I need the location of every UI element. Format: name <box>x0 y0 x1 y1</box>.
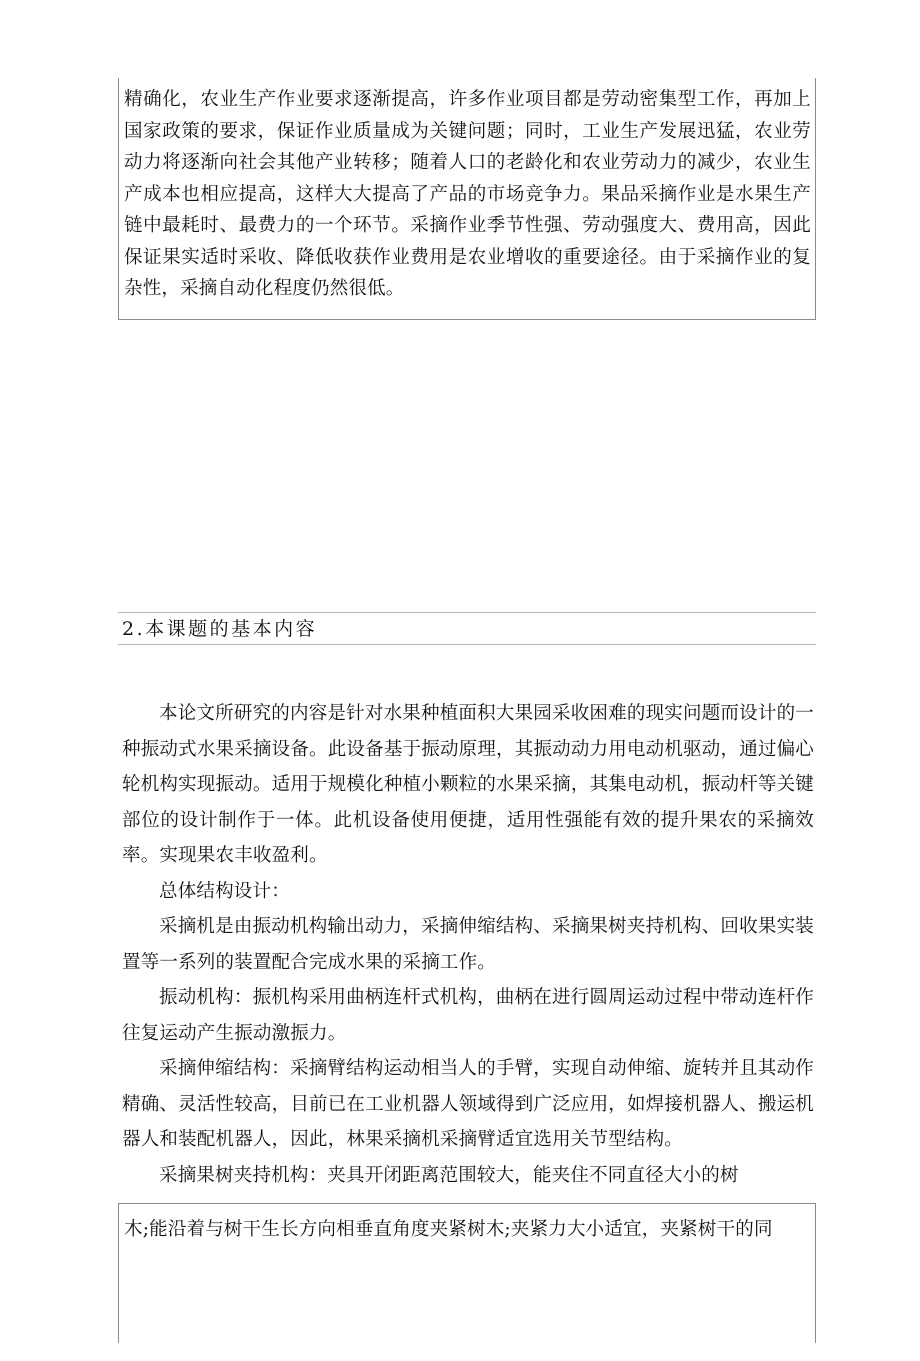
continued-text-box <box>118 78 816 320</box>
continuation-text-box <box>118 1203 816 1343</box>
heading-rule-top <box>118 612 816 613</box>
paragraph-vibration-mechanism: 振动机构：振机构采用曲柄连杆式机构，曲柄在进行圆周运动过程中带动连杆作往复运动产生振动激振力。 <box>122 987 814 1044</box>
section-heading: 2.本课题的基本内容 <box>122 618 318 640</box>
paragraph-intro: 本论文所研究的内容是针对水果种植面积大果园采收困难的现实问题而设计的一种振动式水果采摘设备。此设备基于振动原理，其振动动力用电动机驱动，通过偏心轮机构实现振动。适用于规模化种植小颗粒的水果采摘，其集电动机，振动杆等关键部位的设计制作于一体。此机设备使用便捷，适用性强能有效的提升果农的采摘效率。实现果农丰收盈利。 <box>122 703 814 866</box>
paragraph-clamping-mechanism: 采摘果树夹持机构：夹具开闭距离范围较大，能夹住不同直径大小的树 <box>159 1164 739 1186</box>
section-body <box>122 696 814 1193</box>
heading-rule-bottom <box>118 644 816 645</box>
continuation-paragraph: 木;能沿着与树干生长方向相垂直角度夹紧树木;夹紧力大小适宜，夹紧树干的同 <box>124 1219 773 1240</box>
continued-paragraph: 精确化，农业生产作业要求逐渐提高，许多作业项目都是劳动密集型工作，再加上国家政策的要求，保证作业质量成为关键问题；同时，工业生产发展迅猛，农业劳动力将逐渐向社会其他产业转移；随着人口的老龄化和农业劳动力的减少，农业生产成本也相应提高，这样大大提高了产品的市场竞争力。果品采摘作业是水果生产链中最耗时、最费力的一个环节。采摘作业季节性强、劳动强度大、费用高，因此保证果实适时采收、降低收获作业费用是农业增收的重要途径。由于采摘作业的复杂性，采摘自动化程度仍然很低。 <box>124 89 811 299</box>
paragraph-picker: 采摘机是由振动机构输出动力，采摘伸缩结构、采摘果树夹持机构、回收果实装置等一系列的装置配合完成水果的采摘工作。 <box>122 916 814 973</box>
paragraph-overall-design: 总体结构设计： <box>159 880 290 902</box>
paragraph-telescopic-structure: 采摘伸缩结构：采摘臂结构运动相当人的手臂，实现自动伸缩、旋转并且其动作精确、灵活性较高，目前已在工业机器人领域得到广泛应用，如焊接机器人、搬运机器人和装配机器人，因此，林果采摘机采摘臂适宜选用关节型结构。 <box>122 1058 814 1150</box>
